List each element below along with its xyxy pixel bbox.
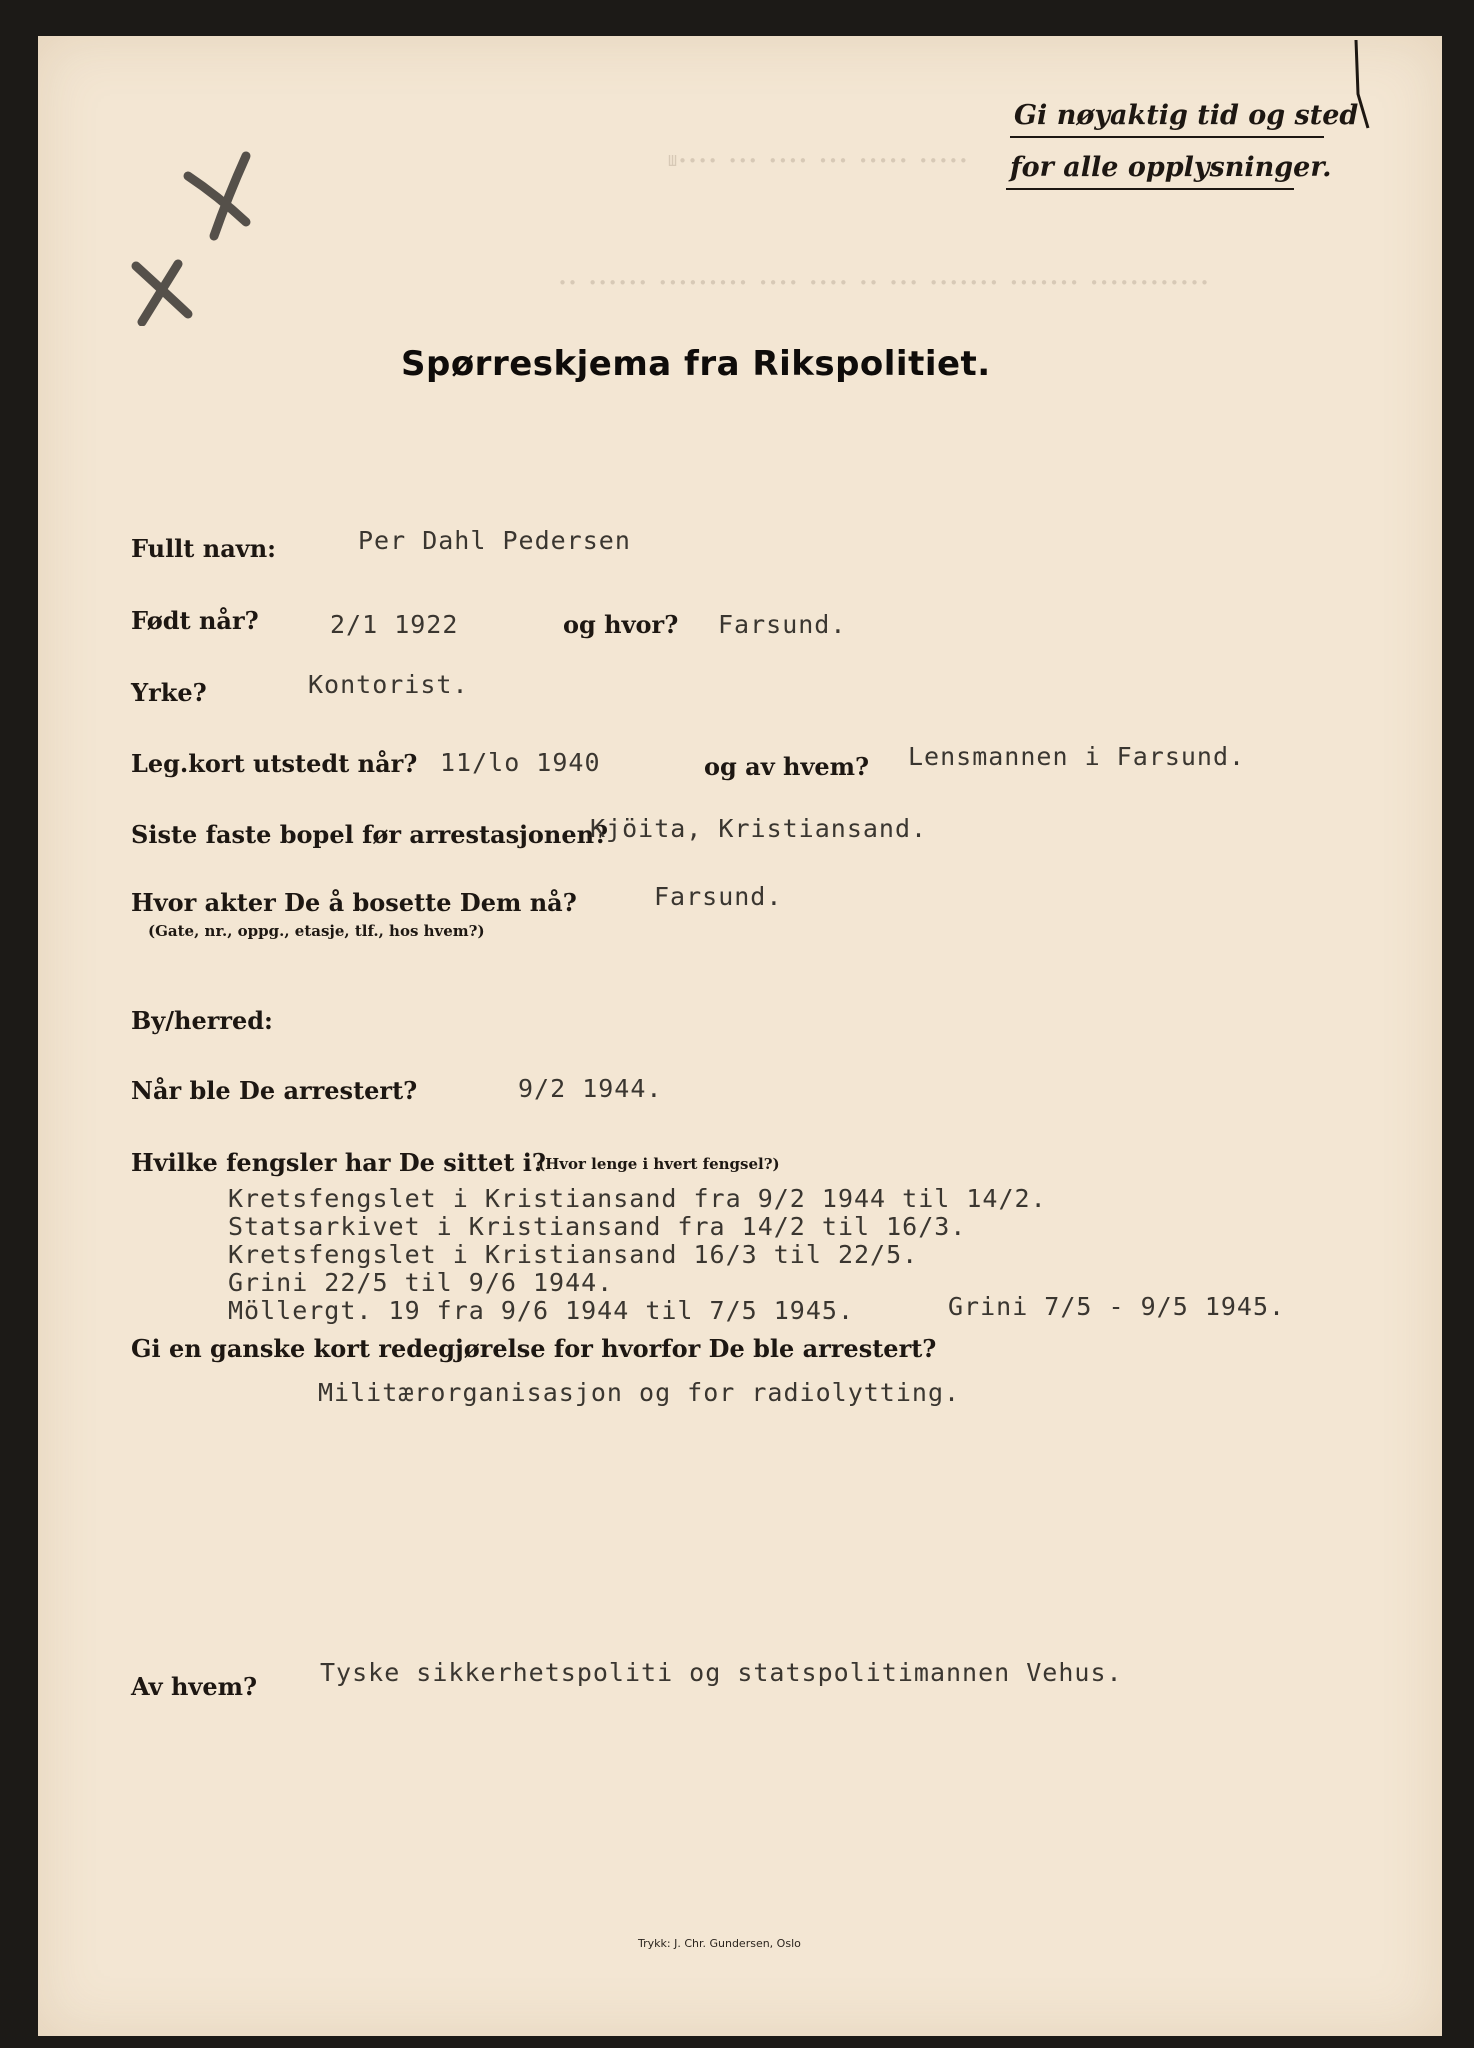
arrested-label: Når ble De arrestert? bbox=[131, 1076, 418, 1105]
arrested-value: 9/2 1944. bbox=[518, 1074, 663, 1103]
notice-rule-1 bbox=[1010, 136, 1324, 138]
prison-line: Grini 22/5 til 9/6 1944. bbox=[228, 1268, 614, 1297]
born-label: Født når? bbox=[131, 606, 259, 635]
show-through-text: •• •••••• ••••••••• •••• •••• •• ••• ••••••• ••••••• •••••••••••• bbox=[558, 274, 1210, 292]
occupation-value: Kontorist. bbox=[308, 670, 469, 699]
prisons-sublabel: (Hvor lenge i hvert fengsel?) bbox=[538, 1155, 780, 1173]
prison-line: Möllergt. 19 fra 9/6 1944 til 7/5 1945. bbox=[228, 1296, 854, 1325]
prison-line: Kretsfengslet i Kristiansand 16/3 til 22/5. bbox=[228, 1240, 919, 1269]
born-where-value: Farsund. bbox=[718, 610, 847, 639]
notice-rule-2 bbox=[1006, 188, 1294, 190]
reason-value: Militærorganisasjon og for radiolytting. bbox=[318, 1378, 961, 1407]
by-whom-value: Tyske sikkerhetspoliti og statspolitimannen Vehus. bbox=[320, 1658, 1123, 1687]
last-address-label: Siste faste bopel før arrestasjonen? bbox=[131, 820, 609, 849]
by-whom-label: Av hvem? bbox=[131, 1672, 258, 1701]
last-address-value: Kjöita, Kristiansand. bbox=[590, 814, 928, 843]
idcard-by-label: og av hvem? bbox=[704, 752, 870, 781]
notice-line-2: for alle opplysninger. bbox=[1010, 152, 1332, 183]
settle-label: Hvor akter De å bosette Dem nå? bbox=[131, 888, 577, 917]
reason-label: Gi en ganske kort redegjørelse for hvorfor De ble arrestert? bbox=[131, 1334, 937, 1363]
printer-imprint: Trykk: J. Chr. Gundersen, Oslo bbox=[638, 1937, 801, 1950]
name-label: Fullt navn: bbox=[131, 534, 276, 563]
idcard-by-value: Lensmannen i Farsund. bbox=[908, 742, 1246, 771]
settle-value: Farsund. bbox=[654, 882, 783, 911]
born-where-label: og hvor? bbox=[563, 610, 679, 639]
show-through-text: Ш•••• ••• •••• ••• ••••• ••••• bbox=[668, 152, 969, 170]
name-value: Per Dahl Pedersen bbox=[358, 526, 631, 555]
born-value: 2/1 1922 bbox=[330, 610, 459, 639]
municipality-label: By/herred: bbox=[131, 1006, 273, 1035]
handwritten-xx-mark bbox=[118, 136, 268, 326]
form-title: Spørreskjema fra Rikspolitiet. bbox=[401, 344, 991, 384]
prison-line: Kretsfengslet i Kristiansand fra 9/2 1944 til 14/2. bbox=[228, 1184, 1047, 1213]
form-page bbox=[38, 36, 1442, 2036]
settle-sublabel: (Gate, nr., oppg., etasje, tlf., hos hvem?) bbox=[148, 922, 485, 940]
idcard-label: Leg.kort utstedt når? bbox=[131, 749, 418, 778]
idcard-value: 11/lo 1940 bbox=[440, 748, 601, 777]
notice-line-1: Gi nøyaktig tid og sted bbox=[1014, 100, 1359, 131]
prisons-label: Hvilke fengsler har De sittet i? bbox=[131, 1148, 546, 1177]
occupation-label: Yrke? bbox=[131, 678, 207, 707]
prison-extra: Grini 7/5 - 9/5 1945. bbox=[948, 1292, 1286, 1321]
prison-line: Statsarkivet i Kristiansand fra 14/2 til 16/3. bbox=[228, 1212, 967, 1241]
